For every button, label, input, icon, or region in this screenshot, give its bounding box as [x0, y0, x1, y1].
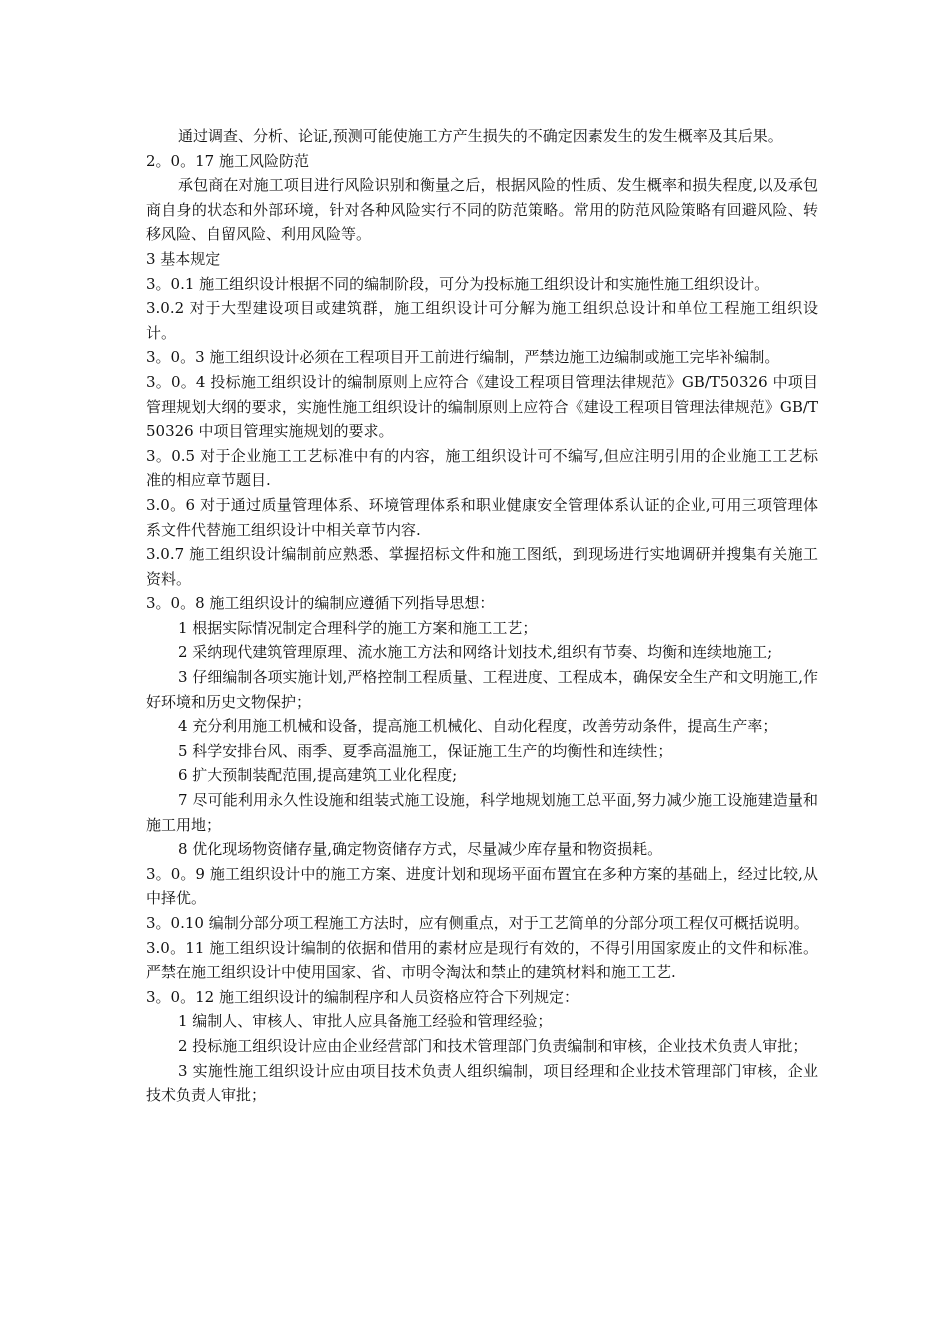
paragraph: 2 采纳现代建筑管理原理、流水施工方法和网络计划技术,组织有节奏、均衡和连续地施工; [178, 643, 773, 662]
paragraph: 3。0.10 编制分部分项工程施工方法时，应有侧重点，对于工艺简单的分部分项工程仅可概括说明。 [146, 914, 809, 932]
paragraph: 8 优化现场物资储存量,确定物资储存方式，尽量减少库存量和物资损耗。 [178, 840, 663, 859]
paragraph: 3.0。11 施工组织设计编制的依据和借用的素材应是现行有效的，不得引用国家废止的文件和标准。严禁在施工组织设计中使用国家、省、市明令淘汰和禁止的建筑材料和施工工艺. [146, 938, 818, 982]
paragraph: 3 基本规定 [146, 249, 221, 268]
paragraph: 3 实施性施工组织设计应由项目技术负责人组织编制，项目经理和企业技术管理部门审核，企业技术负责人审批； [146, 1061, 818, 1105]
paragraph: 1 编制人、审核人、审批人应具备施工经验和管理经验； [178, 1012, 553, 1031]
paragraph: 3。0.1 施工组织设计根据不同的编制阶段，可分为投标施工组织设计和实施性施工组织设计。 [146, 274, 770, 293]
paragraph: 2 投标施工组织设计应由企业经营部门和技术管理部门负责编制和审核，企业技术负责人审批； [178, 1036, 808, 1055]
paragraph: 1 根据实际情况制定合理科学的施工方案和施工工艺； [178, 618, 538, 637]
paragraph: 3。0。9 施工组织设计中的施工方案、进度计划和现场平面布置宜在多种方案的基础上，经过比较,从中择优。 [146, 864, 818, 908]
paragraph: 3 仔细编制各项实施计划,严格控制工程质量、工程进度、工程成本，确保安全生产和文明施工,作好环境和历史文物保护； [146, 668, 818, 711]
document-body [146, 124, 818, 1108]
paragraph: 2。0。17 施工风险防范 [146, 151, 309, 170]
paragraph: 3。0.5 对于企业施工工艺标准中有的内容，施工组织设计可不编写,但应注明引用的企业施工工艺标准的相应章节题目. [146, 446, 818, 490]
paragraph: 5 科学安排台风、雨季、夏季高温施工，保证施工生产的均衡性和连续性； [178, 741, 673, 760]
paragraph: 4 充分利用施工机械和设备，提高施工机械化、自动化程度，改善劳动条件，提高生产率； [178, 717, 778, 736]
paragraph: 3。0。8 施工组织设计的编制应遵循下列指导思想： [146, 594, 495, 613]
paragraph: 通过调查、分析、论证,预测可能使施工方产生损失的不确定因素发生的发生概率及其后果。 [178, 127, 783, 145]
paragraph: 3。0。3 施工组织设计必须在工程项目开工前进行编制，严禁边施工边编制或施工完毕补编制。 [146, 348, 780, 367]
paragraph: 7 尽可能利用永久性设施和组装式施工设施，科学地规划施工总平面,努力减少施工设施建造量和施工用地； [146, 791, 818, 834]
paragraph: 3。0。4 投标施工组织设计的编制原则上应符合《建设工程项目管理法律规范》GB/T50326 中项目管理规划大纲的要求，实施性施工组织设计的编制原则上应符合《建设工程项目管理法律规范》GB/T50326 中项目管理实施规划的要求。 [146, 372, 818, 441]
paragraph: 6 扩大预制装配范围,提高建筑工业化程度; [178, 766, 458, 785]
paragraph: 承包商在对施工项目进行风险识别和衡量之后，根据风险的性质、发生概率和损失程度,以及承包商自身的状态和外部环境，针对各种风险实行不同的防范策略。常用的防范风险策略有回避风险、转移风险、自留风险、利用风险等。 [146, 176, 818, 244]
paragraph: 3.0.7 施工组织设计编制前应熟悉、掌握招标文件和施工图纸，到现场进行实地调研并搜集有关施工资料。 [146, 545, 818, 588]
paragraph: 3。0。12 施工组织设计的编制程序和人员资格应符合下列规定： [146, 987, 579, 1006]
paragraph: 3.0。6 对于通过质量管理体系、环境管理体系和职业健康安全管理体系认证的企业,可用三项管理体系文件代替施工组织设计中相关章节内容. [146, 495, 818, 539]
paragraph: 3.0.2 对于大型建设项目或建筑群，施工组织设计可分解为施工组织总设计和单位工程施工组织设计。 [146, 299, 818, 342]
